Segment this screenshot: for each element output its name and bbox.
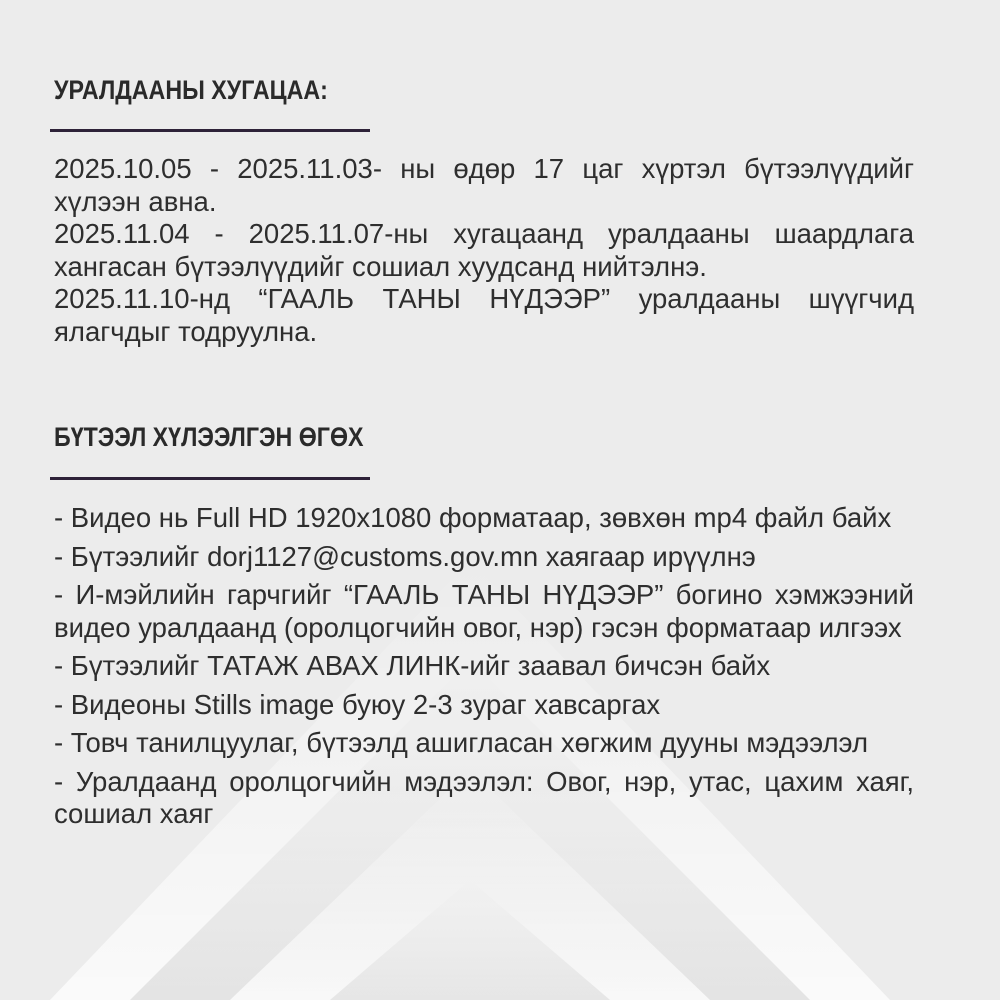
heading-underline [50, 129, 370, 132]
deadline-paragraphs [54, 153, 914, 348]
submission-requirements-list [54, 502, 914, 837]
section-heading-deadline: УРАЛДААНЫ ХУГАЦАА: [54, 75, 328, 105]
list-item: - И-мэйлийн гарчгийг “ГААЛЬ ТАНЫ НҮДЭЭР” богино хэмжээний видео уралдаанд (оролцогчийн овог, нэр) гэсэн форматаар илгээх [54, 579, 914, 643]
section-heading-submission: БҮТЭЭЛ ХҮЛЭЭЛГЭН ӨГӨХ [54, 422, 364, 452]
list-item: - Видеоны Stills image буюу 2-3 зураг хавсаргах [54, 688, 661, 720]
deadline-paragraph: 2025.11.04 - 2025.11.07-ны хугацаанд уралдааны шаардлага хангасан бүтээлүүдийг сошиал хуудсанд нийтэлнэ. [54, 218, 914, 282]
heading-underline [50, 477, 370, 480]
list-item: - Бүтээлийг dorj1127@customs.gov.mn хаягаар ирүүлнэ [54, 540, 756, 572]
deadline-paragraph: 2025.10.05 - 2025.11.03- ны өдөр 17 цаг хүртэл бүтээлүүдийг хүлээн авна. [54, 153, 914, 217]
list-item: - Бүтээлийг ТАТАЖ АВАХ ЛИНК-ийг заавал бичсэн байх [54, 650, 771, 681]
list-item: - Уралдаанд оролцогчийн мэдээлэл: Овог, нэр, утас, цахим хаяг, сошиал хаяг [54, 765, 914, 829]
list-item: - Товч танилцуулаг, бүтээлд ашигласан хөгжим дууны мэдээлэл [54, 727, 869, 758]
list-item: - Видео нь Full HD 1920x1080 форматаар, зөвхөн mp4 файл байх [54, 502, 892, 533]
deadline-paragraph: 2025.11.10-нд “ГААЛЬ ТАНЫ НҮДЭЭР” уралдааны шүүгчид ялагчдыг тодруулна. [54, 283, 914, 347]
